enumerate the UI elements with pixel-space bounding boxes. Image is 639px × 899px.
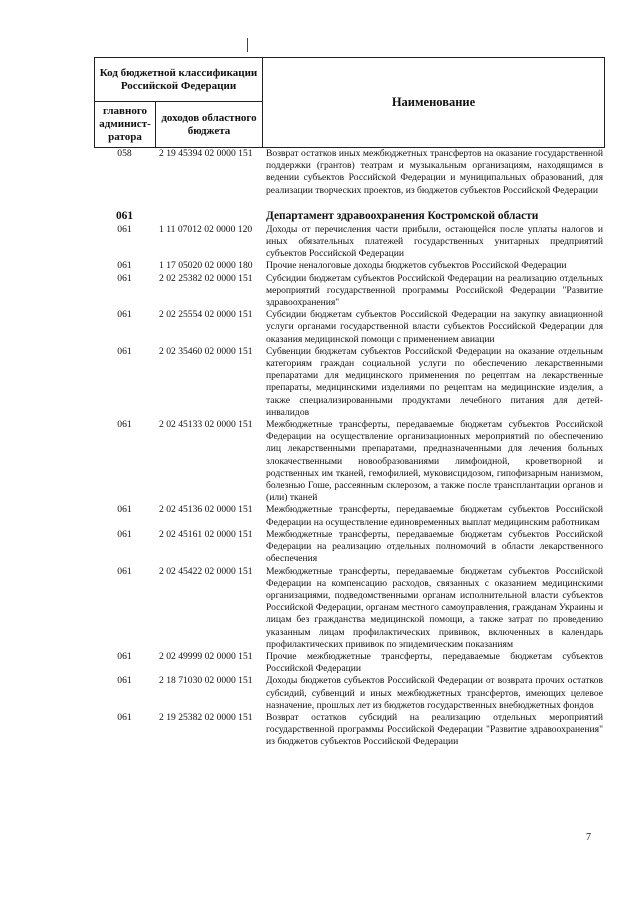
top-margin-mark — [247, 38, 248, 52]
name-cell: Возврат остатков субсидий на реализацию отдельных мероприятий государственной программы Российской Федерации "Развитие здравоохранения" из бюджетов субъектов Российской Федерации — [266, 711, 603, 748]
budget-classification-table — [94, 57, 605, 749]
admin-code-cell: 061 — [117, 260, 132, 272]
income-code-cell: 2 02 25382 02 0000 151 — [159, 272, 253, 284]
name-cell: Межбюджетные трансферты, передаваемые бюджетам субъектов Российской Федерации на осуществление единовременных выплат медицинским работникам — [266, 504, 603, 528]
admin-code-cell: 061 — [117, 223, 132, 235]
name-cell: Прочие межбюджетные трансферты, передаваемые бюджетам субъектов Российской Федерации — [266, 650, 603, 675]
name-cell: Субсидии бюджетам субъектов Российской Федерации на реализацию отдельных мероприятий государственной программы Российской Федерации "Развитие здравоохранения" — [266, 272, 603, 309]
admin-code-cell: 061 — [117, 675, 132, 687]
admin-code-cell: 061 — [117, 345, 132, 357]
table-row — [94, 651, 605, 675]
income-code-cell: 2 02 45136 02 0000 151 — [159, 504, 253, 516]
admin-code-cell: 061 — [117, 650, 132, 662]
income-code-cell: 2 19 45394 02 0000 151 — [159, 148, 253, 159]
name-cell: Субсидии бюджетам субъектов Российской Федерации на закупку авиационной услуги органами государственной власти субъектов Российской Федерации для оказания медицинской помощи с применением авиации — [266, 309, 603, 345]
name-cell: Доходы бюджетов субъектов Российской Федерации от возврата прочих остатков субсидий, субвенций и иных межбюджетных трансфертов, имеющих целевое назначение, прошлых лет из бюджетов государственных внебюджетных фондов — [266, 675, 603, 711]
table-row — [94, 566, 605, 651]
income-code-cell: 2 02 45161 02 0000 151 — [159, 528, 253, 540]
income-code-cell: 2 19 25382 02 0000 151 — [159, 711, 253, 723]
header-admin-column: главного админист-ратора — [95, 102, 156, 148]
header-code-group: Код бюджетной классификации Российской Федерации — [95, 58, 263, 102]
table-row — [94, 712, 605, 749]
table-row — [94, 346, 605, 419]
admin-code-cell: 061 — [117, 528, 132, 540]
table-row — [94, 419, 605, 504]
header-name-column: Наименование — [263, 58, 605, 148]
table-row — [94, 260, 605, 272]
admin-code-cell: 061 — [117, 711, 132, 723]
income-code-cell: 2 02 49999 02 0000 151 — [159, 650, 253, 662]
admin-code-cell: 061 — [117, 565, 132, 577]
table-row — [94, 224, 605, 261]
name-cell: Межбюджетные трансферты, передаваемые бюджетам субъектов Российской Федерации на осуществление организационных мероприятий по обеспечению лиц лекарственными препаратами, предназначенными для лечения больных злокачественными новообразованиями лимфоидной, кроветворной и родственных им тканей, гемофилией, муковисцидозом, гипофизарным нанизмом, болезнью Гоше, рассеянным склерозом, а также после трансплантации органов и (или) тканей — [266, 419, 603, 504]
income-code-cell: 2 02 35460 02 0000 151 — [159, 345, 253, 357]
admin-code-cell: 061 — [117, 309, 132, 321]
department-row — [94, 209, 605, 223]
name-cell: Департамент здравоохранения Костромской области — [266, 209, 539, 222]
admin-code-cell: 061 — [117, 504, 132, 516]
admin-code-cell: 061 — [117, 419, 132, 431]
table-row — [94, 675, 605, 712]
table-row — [94, 504, 605, 528]
name-cell: Субвенции бюджетам субъектов Российской Федерации на оказание отдельным категориям граждан социальной услуги по обеспечению лекарственными препаратами для медицинского применения по рецептам на лекарственные препараты, медицинскими изделиями по рецептам на медицинские изделия, а также специализированными продуктами лечебного питания для детей-инвалидов — [266, 345, 603, 418]
income-code-cell: 2 02 25554 02 0000 151 — [159, 309, 253, 321]
name-cell: Возврат остатков иных межбюджетных трансфертов на оказание государственной поддержки (грантов) театрам и музыкальным организациям, находящимся в ведении субъектов Российской Федерации и муниципальных образований, для реализации творческих проектов, из бюджетов субъектов Российской Федерации — [266, 148, 603, 196]
page-number: 7 — [586, 832, 591, 843]
name-cell: Межбюджетные трансферты, передаваемые бюджетам субъектов Российской Федерации на реализацию отдельных полномочий в области лекарственного обеспечения — [266, 528, 603, 565]
header-income-column: доходов областного бюджета — [156, 102, 263, 148]
name-cell: Доходы от перечисления части прибыли, остающейся после уплаты налогов и иных обязательных платежей государственных унитарных предприятий субъектов Российской Федерации — [266, 223, 603, 260]
table-row — [94, 309, 605, 346]
income-code-cell: 2 02 45133 02 0000 151 — [159, 419, 253, 431]
table-row — [94, 273, 605, 310]
admin-code-cell: 061 — [117, 272, 132, 284]
income-code-cell: 1 17 05020 02 0000 180 — [159, 260, 253, 272]
income-code-cell: 2 02 45422 02 0000 151 — [159, 565, 253, 577]
income-code-cell: 2 18 71030 02 0000 151 — [159, 675, 253, 687]
name-cell: Прочие неналоговые доходы бюджетов субъектов Российской Федерации — [266, 260, 567, 272]
table-row — [94, 148, 605, 197]
name-cell: Межбюджетные трансферты, передаваемые бюджетам субъектов Российской Федерации на компенсацию расходов, связанных с оказанием медицинскими организациями, подведомственными органам исполнительной власти субъектов Российской Федерации, органам местного самоуправления, гражданам Украины и лицам без гражданства медицинской помощи, а также затрат по проведению указанным лицам профилактических прививок, включенных в календарь профилактических прививок по эпидемическим показаниям — [266, 565, 603, 650]
admin-code-cell: 058 — [117, 148, 132, 159]
table-body — [94, 148, 605, 749]
income-code-cell: 1 11 07012 02 0000 120 — [159, 223, 253, 235]
table-row — [94, 529, 605, 566]
admin-code-cell: 061 — [115, 209, 134, 222]
income-code-cell — [155, 209, 262, 223]
table-header — [94, 57, 605, 148]
